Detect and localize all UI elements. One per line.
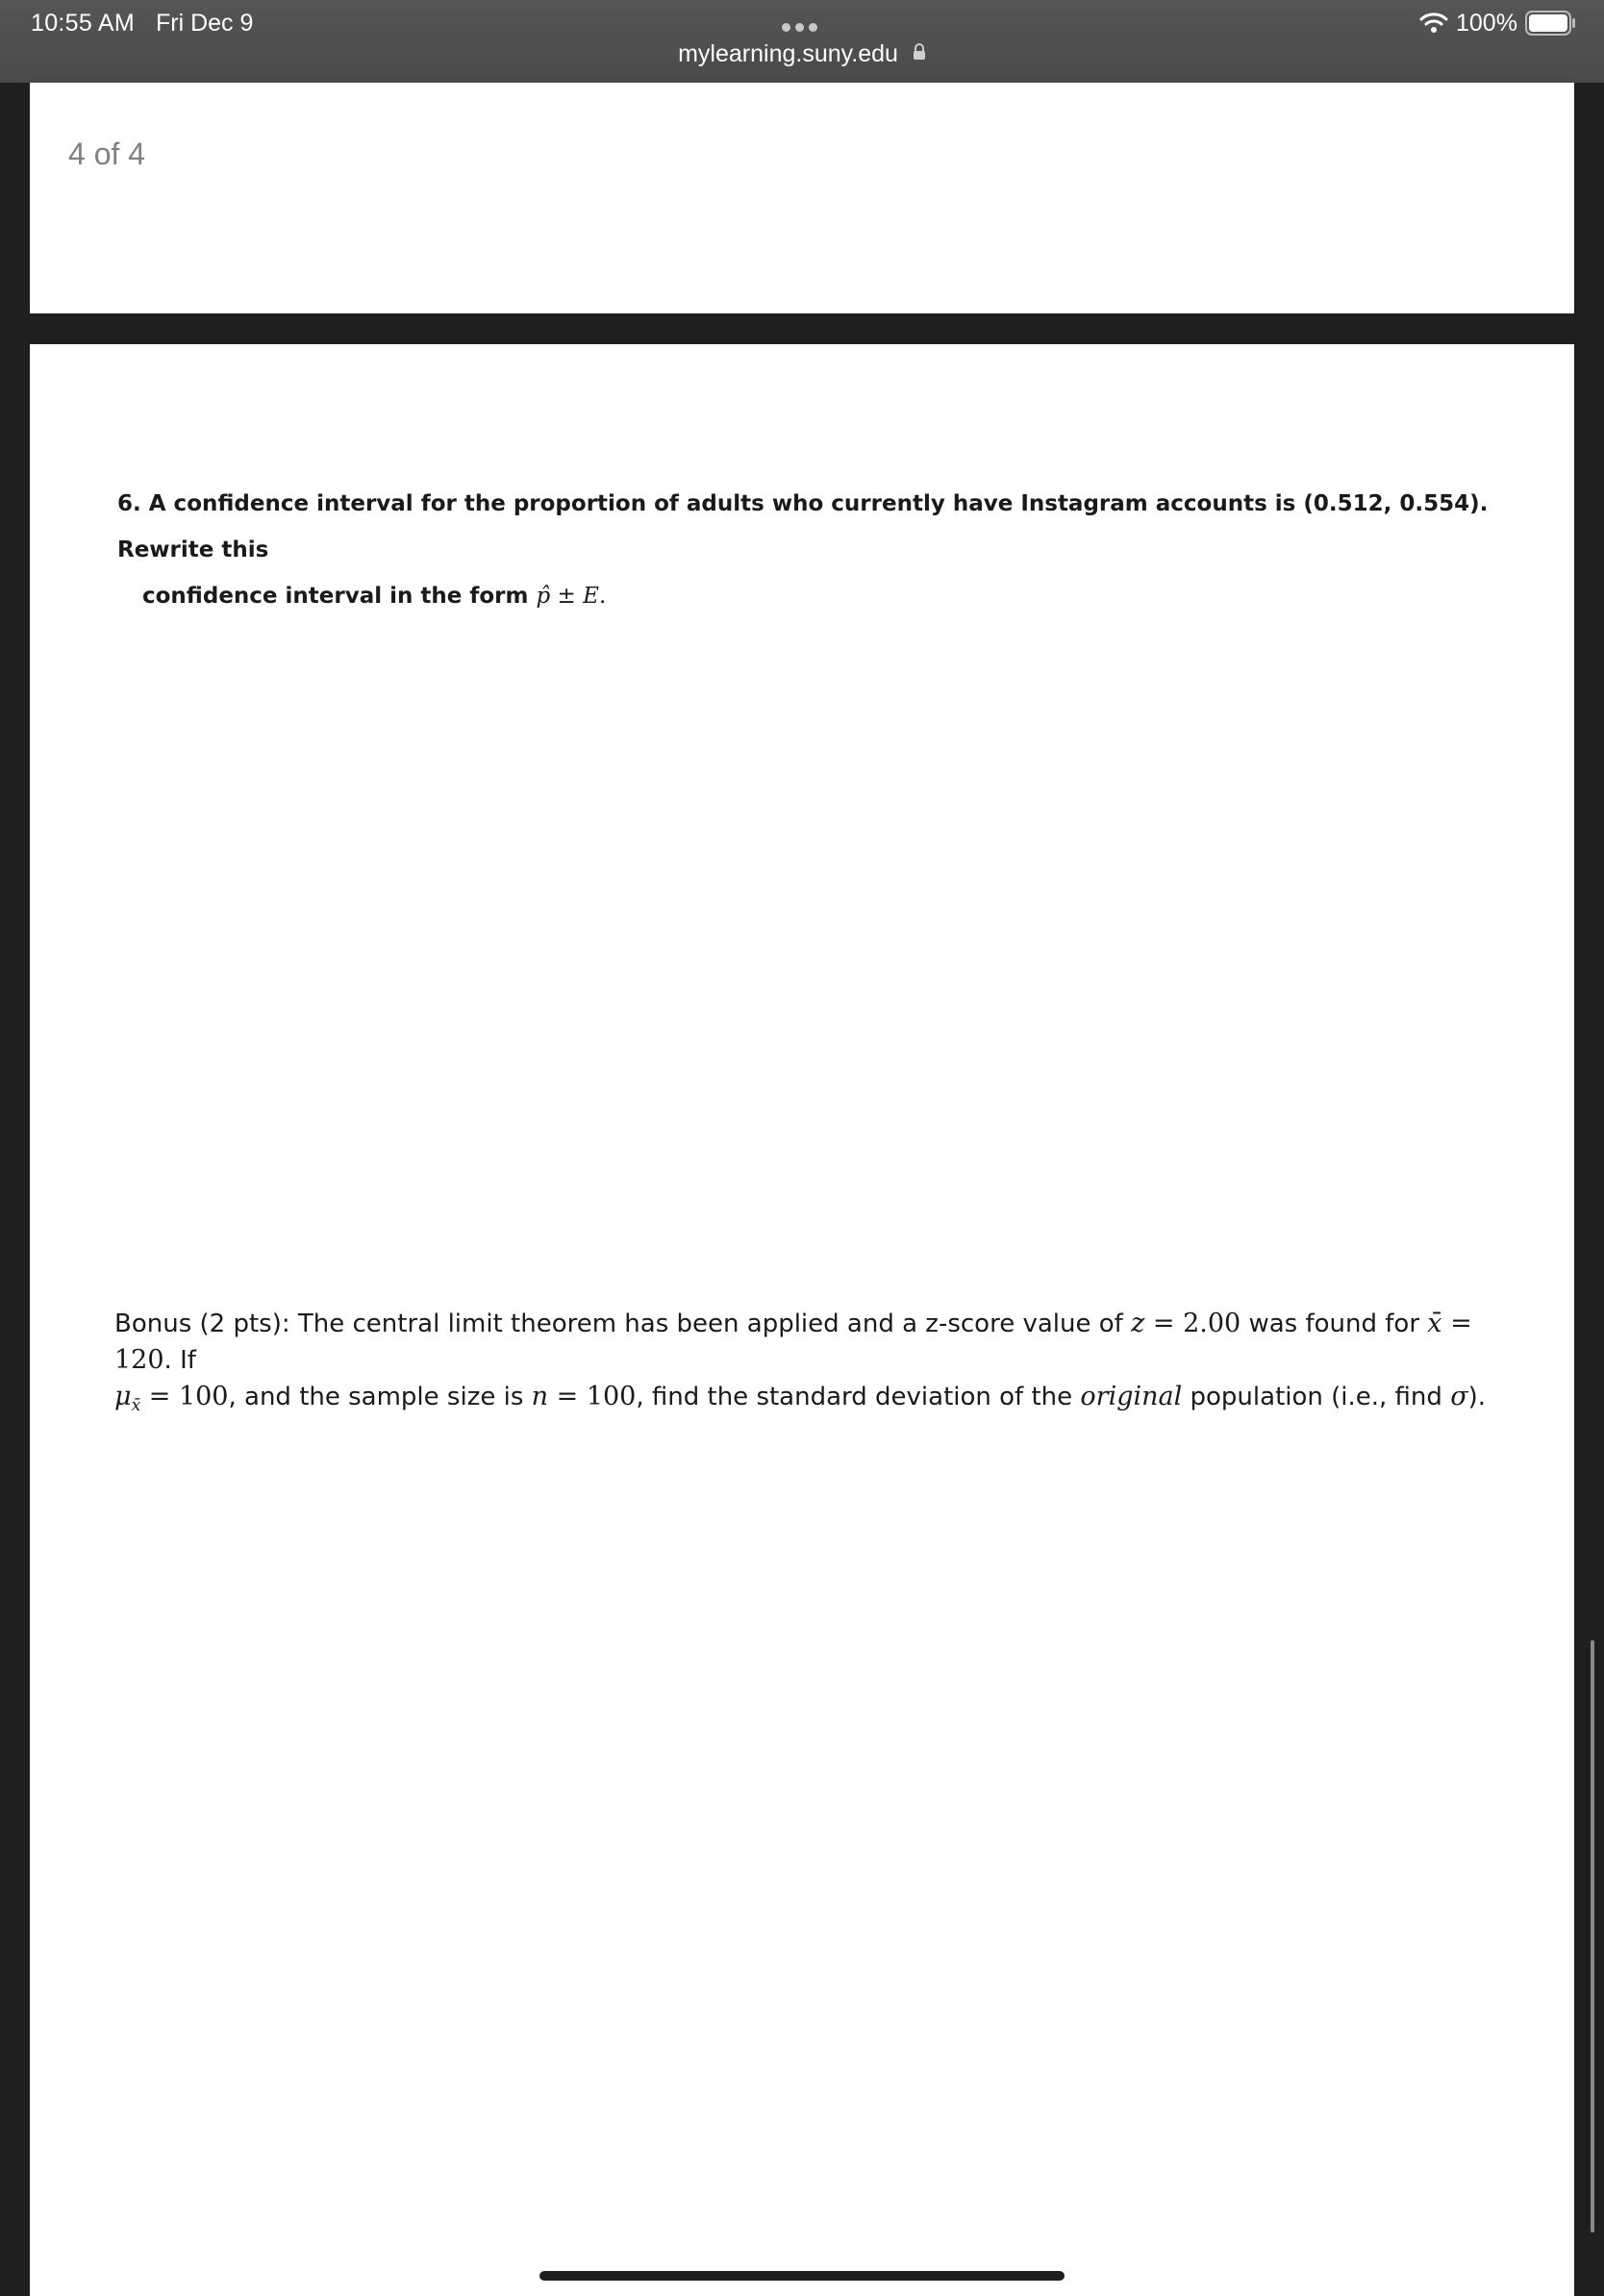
n-symbol: n xyxy=(531,1382,549,1411)
original-word: original xyxy=(1080,1382,1183,1411)
home-indicator[interactable] xyxy=(539,2271,1065,2281)
status-bar xyxy=(0,0,1604,83)
more-dots-icon[interactable] xyxy=(782,19,824,29)
status-time: 10:55 AM xyxy=(31,10,136,37)
battery-percent: 100% xyxy=(1456,10,1517,37)
question-6-line1: 6. A confidence interval for the proportion of adults who currently have Instagram accounts is (0.512, 0.554). Rewrite this xyxy=(117,491,1489,562)
pdf-page xyxy=(30,344,1574,2296)
question-6 xyxy=(117,481,1492,619)
scrollbar[interactable] xyxy=(1591,1640,1594,2233)
battery-icon xyxy=(1525,11,1577,40)
E-symbol: E xyxy=(583,584,599,609)
z-symbol: z xyxy=(1131,1309,1145,1338)
url-bar[interactable] xyxy=(0,40,1604,68)
page-indicator: 4 of 4 xyxy=(68,137,146,171)
bonus-question: Bonus (2 pts): The central limit theorem has been applied and a z-score value of z = 2.00 was found for x̄ = 120. If $\mu_{x̄} = 100$, and the sample size is n = 100, find the standard deviation of the original population (i.e., find σ). xyxy=(114,1309,1487,1416)
wifi-icon xyxy=(1419,12,1448,37)
sigma-symbol: σ xyxy=(1450,1382,1468,1411)
lock-icon xyxy=(913,39,926,67)
status-date: Fri Dec 9 xyxy=(156,10,254,37)
x-bar-symbol: x̄ xyxy=(1427,1309,1442,1338)
p-hat-symbol: p̂ xyxy=(536,584,551,609)
pdf-page-top xyxy=(30,83,1574,313)
mu-subscript: x̄ xyxy=(131,1396,141,1416)
url-text: mylearning.suny.edu xyxy=(678,40,898,67)
mu-symbol: μ xyxy=(114,1382,132,1411)
question-6-line2: confidence interval in the form p̂ ± E. xyxy=(142,584,607,609)
